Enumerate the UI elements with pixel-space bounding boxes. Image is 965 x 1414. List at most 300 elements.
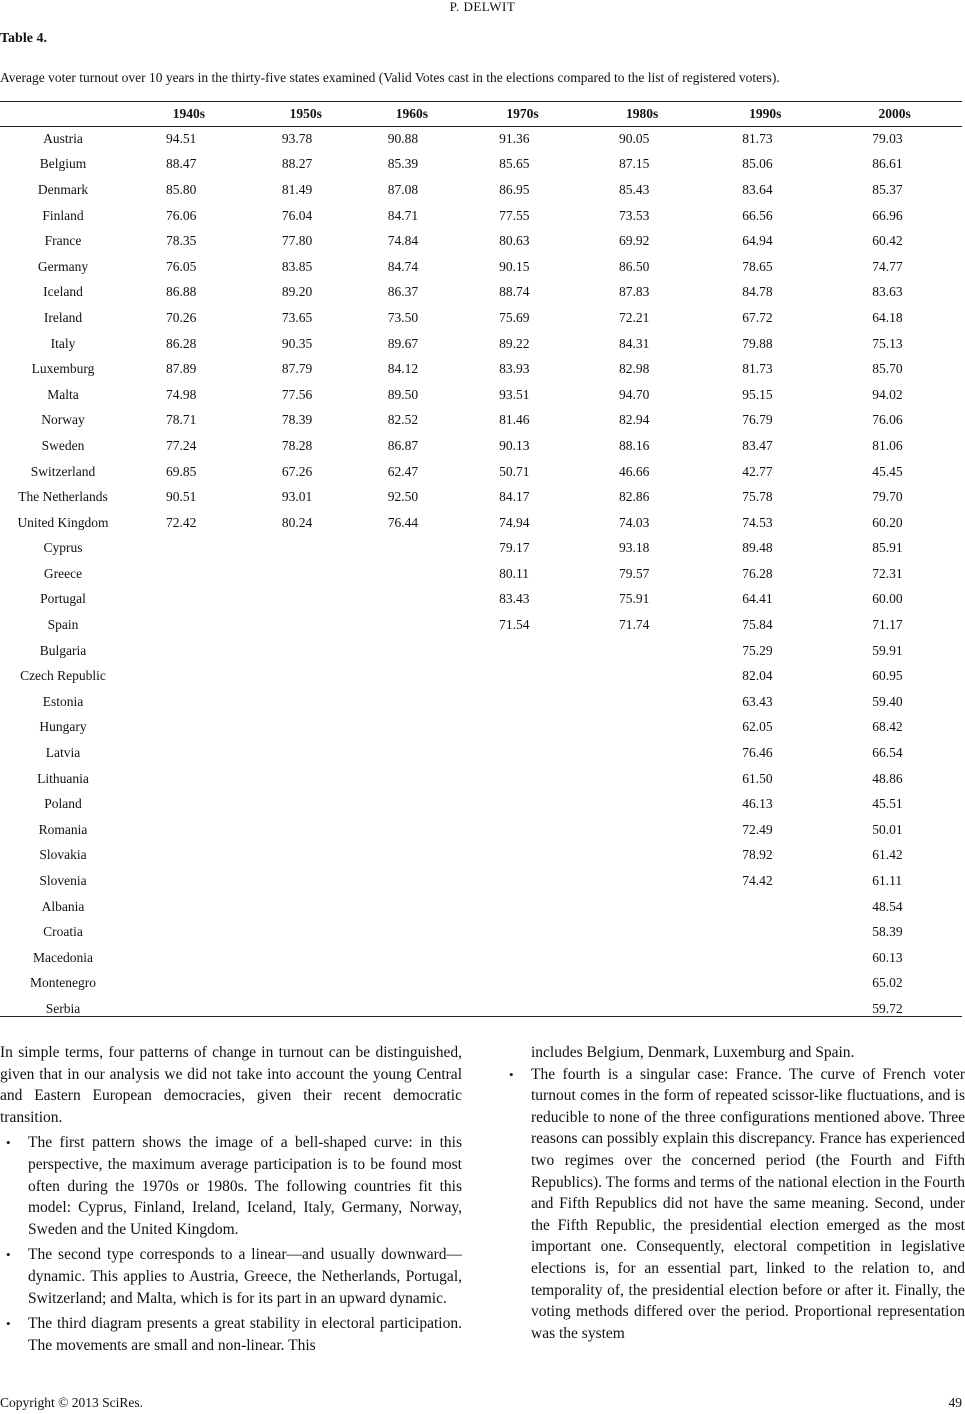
turnout-cell: 50.71 (499, 463, 530, 479)
turnout-cell: 79.70 (872, 489, 903, 505)
turnout-cell: 81.46 (499, 412, 530, 428)
turnout-cell: 83.64 (742, 181, 773, 197)
turnout-cell: 75.29 (742, 642, 773, 658)
turnout-cell: 88.16 (618, 437, 650, 453)
turnout-cell: 79.03 (872, 130, 903, 146)
table-row (0, 689, 962, 715)
country-cell: Luxemburg (31, 361, 95, 377)
column-header: 1990s (749, 106, 782, 121)
turnout-cell: 90.05 (618, 130, 650, 146)
country-cell: Germany (37, 258, 89, 274)
turnout-cell (581, 996, 703, 1022)
turnout-cell: 94.02 (872, 386, 903, 402)
turnout-cell: 76.44 (387, 514, 419, 530)
turnout-cell: 75.69 (499, 309, 530, 325)
turnout-cell: 84.71 (387, 207, 419, 223)
turnout-cell (464, 868, 581, 894)
turnout-cell (360, 561, 464, 587)
country-cell: Portugal (40, 591, 86, 607)
turnout-cell: 76.46 (742, 745, 773, 761)
turnout-cell: 48.86 (872, 770, 903, 786)
table-row (0, 510, 962, 536)
country-cell: France (44, 233, 82, 249)
turnout-cell (252, 663, 360, 689)
turnout-cell (126, 843, 252, 869)
country-cell: Greece (43, 565, 83, 581)
column-header: 1940s (172, 106, 206, 121)
turnout-cell: 81.49 (281, 181, 313, 197)
turnout-cell (126, 919, 252, 945)
table-row (0, 305, 962, 331)
turnout-cell: 60.42 (872, 233, 903, 249)
turnout-cell: 74.98 (166, 386, 197, 402)
turnout-cell (581, 919, 703, 945)
turnout-cell (252, 587, 360, 613)
turnout-cell (581, 945, 703, 971)
turnout-cell (464, 638, 581, 664)
turnout-cell: 74.42 (742, 873, 773, 889)
turnout-cell: 72.49 (742, 821, 773, 837)
turnout-cell: 90.35 (281, 335, 313, 351)
country-cell: Austria (43, 130, 83, 146)
turnout-cell (360, 638, 464, 664)
turnout-cell: 89.22 (499, 335, 530, 351)
country-cell: Estonia (42, 693, 84, 709)
turnout-cell: 82.94 (618, 412, 650, 428)
turnout-cell (360, 971, 464, 997)
turnout-cell (252, 996, 360, 1022)
turnout-cell: 86.28 (166, 335, 197, 351)
turnout-cell: 76.06 (872, 412, 903, 428)
turnout-cell: 64.94 (742, 233, 773, 249)
turnout-cell: 82.98 (618, 361, 650, 377)
turnout-cell: 83.93 (499, 361, 530, 377)
table-caption: Average voter turnout over 10 years in the thirty-five states examined (Valid Votes cast in the elections compared to the list of registered voters). (0, 70, 780, 85)
table-row (0, 484, 962, 510)
right-column (503, 1042, 965, 1344)
turnout-cell: 89.50 (387, 386, 419, 402)
turnout-cell (252, 561, 360, 587)
column-header: 1950s (289, 106, 322, 121)
turnout-cell (252, 971, 360, 997)
turnout-cell: 78.35 (166, 233, 197, 249)
bullet-icon: • (6, 1247, 11, 1263)
turnout-cell (360, 740, 464, 766)
turnout-cell: 84.78 (742, 284, 773, 300)
turnout-cell (581, 817, 703, 843)
turnout-cell (464, 715, 581, 741)
turnout-cell (126, 612, 252, 638)
turnout-cell (581, 971, 703, 997)
turnout-cell (360, 689, 464, 715)
bullet-icon: • (6, 1316, 11, 1332)
turnout-cell: 85.80 (166, 181, 197, 197)
table-row (0, 791, 962, 817)
country-cell: Switzerland (30, 463, 96, 479)
turnout-cell: 93.78 (281, 130, 313, 146)
turnout-cell: 75.13 (872, 335, 903, 351)
turnout-cell (252, 945, 360, 971)
turnout-cell (126, 971, 252, 997)
bullet-text: The fourth is a singular case: France. The curve of French voter turnout comes in the form of repeated scissor-like fluctuations, and is reducible to none of the three configurations mentioned above. Three reasons can possibly explain this discrepancy. France has experienced two regimes over the concerned period (the Fourth and Fifth Republics). The forms and terms of the national election in the Fourth and Fifth Republics did not have the same meaning. Second, under the Fifth Republic, the presidential election emerged as the most important one. Consequently, electoral competition in legislative elections is, for an essential part, linked to the relation to, and temporality of, the presidential election before or after it. Finally, the voting methods differed over the period. Proportional representation was the system (531, 1065, 965, 1342)
turnout-cell (703, 945, 827, 971)
turnout-cell (581, 868, 703, 894)
turnout-cell: 93.01 (281, 489, 313, 505)
turnout-cell: 71.74 (618, 617, 650, 633)
turnout-cell (252, 612, 360, 638)
table-row (0, 331, 962, 357)
table-row (0, 817, 962, 843)
turnout-cell: 76.06 (166, 207, 197, 223)
table-row (0, 459, 962, 485)
table-row (0, 663, 962, 689)
turnout-cell: 88.74 (499, 284, 530, 300)
turnout-cell: 69.85 (166, 463, 197, 479)
country-cell: Latvia (45, 745, 81, 761)
turnout-cell: 90.15 (499, 258, 530, 274)
turnout-cell: 86.87 (387, 437, 419, 453)
bullet-continuation: includes Belgium, Denmark, Luxemburg and Spain. (531, 1044, 855, 1061)
turnout-cell: 90.88 (387, 130, 419, 146)
turnout-cell: 89.48 (742, 540, 773, 556)
turnout-cell (126, 740, 252, 766)
turnout-cell: 85.06 (742, 156, 773, 172)
country-cell: Belgium (39, 156, 87, 172)
turnout-cell: 67.26 (281, 463, 313, 479)
turnout-cell: 66.56 (742, 207, 773, 223)
turnout-cell: 84.17 (499, 489, 530, 505)
turnout-cell: 77.24 (166, 437, 197, 453)
turnout-cell: 50.01 (872, 821, 903, 837)
country-cell: Montenegro (30, 975, 96, 991)
turnout-cell: 61.50 (742, 770, 773, 786)
bullet-item (503, 1064, 965, 1345)
turnout-cell (360, 894, 464, 920)
country-cell: Norway (41, 412, 85, 428)
turnout-cell (464, 817, 581, 843)
table-row (0, 254, 962, 280)
table-row (0, 971, 962, 997)
turnout-cell: 88.47 (166, 156, 197, 172)
turnout-cell: 82.86 (618, 489, 650, 505)
turnout-cell: 60.13 (872, 949, 903, 965)
turnout-cell: 84.12 (387, 361, 419, 377)
turnout-cell: 79.88 (742, 335, 773, 351)
turnout-cell (252, 536, 360, 562)
turnout-cell: 87.08 (387, 181, 419, 197)
turnout-cell: 60.20 (872, 514, 903, 530)
turnout-cell (252, 791, 360, 817)
turnout-cell: 76.28 (742, 565, 773, 581)
table-row (0, 996, 962, 1022)
turnout-cell: 80.24 (281, 514, 313, 530)
turnout-cell (126, 689, 252, 715)
country-cell: Spain (47, 617, 79, 633)
turnout-cell: 85.70 (872, 361, 903, 377)
turnout-cell (360, 536, 464, 562)
turnout-cell: 74.03 (618, 514, 650, 530)
turnout-cell (252, 689, 360, 715)
turnout-cell (252, 919, 360, 945)
turnout-cell: 78.71 (166, 412, 197, 428)
turnout-cell: 75.91 (618, 591, 650, 607)
column-header (0, 102, 126, 126)
turnout-cell (464, 945, 581, 971)
country-cell: Iceland (43, 284, 83, 300)
table-row (0, 894, 962, 920)
turnout-cell: 45.51 (872, 796, 903, 812)
turnout-cell (252, 868, 360, 894)
turnout-cell: 78.39 (281, 412, 313, 428)
turnout-cell: 78.28 (281, 437, 313, 453)
turnout-cell: 81.73 (742, 130, 773, 146)
turnout-cell: 71.54 (499, 617, 530, 633)
bullet-item (0, 1132, 462, 1240)
turnout-cell: 85.37 (872, 181, 903, 197)
table-row (0, 152, 962, 178)
turnout-cell: 72.42 (166, 514, 197, 530)
turnout-cell: 71.17 (872, 617, 903, 633)
country-cell: United Kingdom (17, 514, 109, 530)
turnout-cell (464, 843, 581, 869)
turnout-cell (703, 894, 827, 920)
country-cell: Macedonia (33, 949, 93, 965)
bullet-item (0, 1313, 462, 1356)
turnout-cell: 85.65 (499, 156, 530, 172)
country-cell: Sweden (41, 437, 85, 453)
turnout-cell: 93.18 (618, 540, 650, 556)
turnout-cell (360, 843, 464, 869)
turnout-cell: 48.54 (872, 898, 903, 914)
country-cell: Bulgaria (39, 642, 87, 658)
turnout-cell: 86.61 (872, 156, 903, 172)
table-body (0, 126, 962, 1022)
turnout-cell: 58.39 (872, 924, 903, 940)
turnout-cell: 46.13 (742, 796, 773, 812)
turnout-cell: 74.77 (872, 258, 903, 274)
turnout-cell (360, 791, 464, 817)
table-row (0, 203, 962, 229)
country-cell: Hungary (39, 719, 87, 735)
turnout-cell: 64.18 (872, 309, 903, 325)
turnout-cell (464, 663, 581, 689)
turnout-cell (360, 612, 464, 638)
turnout-cell: 77.80 (281, 233, 313, 249)
turnout-cell: 81.73 (742, 361, 773, 377)
turnout-cell (252, 740, 360, 766)
turnout-cell: 85.91 (872, 540, 903, 556)
turnout-cell: 73.65 (281, 309, 313, 325)
turnout-cell (126, 536, 252, 562)
turnout-cell (126, 638, 252, 664)
turnout-cell (581, 894, 703, 920)
turnout-cell: 76.79 (742, 412, 773, 428)
turnout-cell: 77.55 (499, 207, 530, 223)
turnout-cell (126, 894, 252, 920)
turnout-cell: 86.50 (618, 258, 650, 274)
table-row (0, 280, 962, 306)
turnout-cell: 63.43 (742, 693, 773, 709)
table-row (0, 536, 962, 562)
bullet-text: The first pattern shows the image of a bell-shaped curve: in this perspective, the maximum average participation is to be found most often during the 1970s or 1980s. The following countries fit this model: Cyprus, Finland, Ireland, Iceland, Italy, Germany, Norway, Sweden and the United Kingdom. (28, 1134, 462, 1238)
turnout-cell: 83.43 (499, 591, 530, 607)
turnout-cell: 74.53 (742, 514, 773, 530)
turnout-cell (581, 715, 703, 741)
running-head: P. DELWIT (449, 0, 516, 14)
turnout-cell: 61.42 (872, 847, 903, 863)
turnout-cell: 66.54 (872, 745, 903, 761)
turnout-cell: 80.11 (499, 565, 529, 581)
turnout-cell: 87.83 (618, 284, 650, 300)
table-row (0, 715, 962, 741)
turnout-cell: 76.05 (166, 258, 197, 274)
turnout-cell: 67.72 (742, 309, 773, 325)
turnout-cell: 94.51 (166, 130, 197, 146)
turnout-cell (126, 561, 252, 587)
copyright-footer: Copyright © 2013 SciRes. (0, 1395, 144, 1410)
turnout-cell (126, 715, 252, 741)
bullet-text: The second type corresponds to a linear—and usually downward—dynamic. This applies to Austria, Greece, the Netherlands, Portugal, Switzerland; and Malta, which is for its part in an upward dynamic. (28, 1246, 462, 1307)
table-row (0, 177, 962, 203)
turnout-cell: 84.74 (387, 258, 419, 274)
turnout-cell (126, 945, 252, 971)
turnout-cell: 62.47 (387, 463, 419, 479)
table-row (0, 408, 962, 434)
turnout-cell: 84.31 (618, 335, 650, 351)
turnout-cell: 86.95 (499, 181, 530, 197)
turnout-cell: 82.04 (742, 668, 773, 684)
turnout-cell: 74.94 (499, 514, 530, 530)
turnout-cell: 65.02 (872, 975, 903, 991)
turnout-cell: 78.92 (742, 847, 773, 863)
country-cell: Malta (47, 386, 79, 402)
turnout-cell: 95.15 (742, 386, 773, 402)
table-row (0, 740, 962, 766)
table-row (0, 228, 962, 254)
turnout-cell (360, 919, 464, 945)
table-row (0, 382, 962, 408)
bullet-item (0, 1244, 462, 1309)
turnout-cell (581, 843, 703, 869)
turnout-cell: 62.05 (742, 719, 773, 735)
table-row (0, 843, 962, 869)
table-row (0, 638, 962, 664)
column-header: 1980s (625, 106, 659, 121)
turnout-cell (360, 817, 464, 843)
country-cell: Lithuania (37, 770, 89, 786)
turnout-cell: 77.56 (281, 386, 313, 402)
turnout-cell: 90.51 (166, 489, 197, 505)
turnout-cell (703, 971, 827, 997)
turnout-cell: 86.88 (166, 284, 197, 300)
turnout-cell (703, 919, 827, 945)
turnout-cell: 87.79 (281, 361, 313, 377)
turnout-cell: 66.96 (872, 207, 903, 223)
turnout-cell (464, 766, 581, 792)
country-cell: Ireland (43, 309, 83, 325)
turnout-cell (464, 996, 581, 1022)
turnout-cell: 75.78 (742, 489, 773, 505)
bullet-icon: • (6, 1135, 11, 1151)
turnout-cell (126, 791, 252, 817)
turnout-table (0, 102, 962, 1022)
turnout-cell: 89.67 (387, 335, 419, 351)
country-cell: Poland (44, 796, 82, 812)
country-cell: Cyprus (43, 540, 83, 556)
turnout-cell: 91.36 (499, 130, 530, 146)
turnout-cell: 92.50 (387, 489, 419, 505)
turnout-cell (581, 791, 703, 817)
turnout-cell (581, 689, 703, 715)
table-row (0, 766, 962, 792)
turnout-cell (464, 791, 581, 817)
turnout-cell: 80.63 (499, 233, 530, 249)
turnout-cell: 72.31 (872, 565, 903, 581)
turnout-cell: 85.43 (618, 181, 650, 197)
turnout-cell (252, 894, 360, 920)
turnout-cell: 60.95 (872, 668, 903, 684)
turnout-cell: 70.26 (166, 309, 197, 325)
turnout-cell (464, 971, 581, 997)
turnout-cell (252, 766, 360, 792)
country-cell: Czech Republic (20, 668, 106, 684)
country-cell: Slovenia (39, 873, 87, 889)
turnout-cell: 90.13 (499, 437, 530, 453)
turnout-cell (360, 587, 464, 613)
turnout-cell: 87.89 (166, 361, 197, 377)
country-cell: Romania (38, 821, 88, 837)
turnout-cell (252, 715, 360, 741)
turnout-cell: 64.41 (742, 591, 773, 607)
table-row (0, 919, 962, 945)
table-row (0, 587, 962, 613)
country-cell: Denmark (37, 181, 89, 197)
turnout-cell (126, 817, 252, 843)
turnout-cell (126, 587, 252, 613)
turnout-cell (252, 843, 360, 869)
turnout-cell: 85.39 (387, 156, 419, 172)
country-cell: Serbia (45, 1000, 81, 1016)
turnout-cell (126, 663, 252, 689)
column-header: 2000s (878, 106, 911, 121)
turnout-cell: 81.06 (872, 437, 903, 453)
table-row (0, 561, 962, 587)
turnout-cell (581, 638, 703, 664)
turnout-cell: 87.15 (618, 156, 650, 172)
turnout-cell (464, 894, 581, 920)
turnout-cell: 72.21 (618, 309, 650, 325)
turnout-cell: 61.11 (872, 873, 903, 889)
turnout-cell: 68.42 (872, 719, 903, 735)
turnout-cell: 82.52 (387, 412, 419, 428)
table-row (0, 945, 962, 971)
turnout-cell (464, 740, 581, 766)
turnout-cell (360, 766, 464, 792)
turnout-cell: 59.40 (872, 693, 903, 709)
turnout-cell: 73.50 (387, 309, 419, 325)
table-row (0, 433, 962, 459)
turnout-cell (252, 638, 360, 664)
turnout-cell (126, 868, 252, 894)
turnout-cell: 78.65 (742, 258, 773, 274)
turnout-cell: 69.92 (618, 233, 650, 249)
turnout-cell (581, 663, 703, 689)
turnout-cell: 83.63 (872, 284, 903, 300)
turnout-cell (360, 945, 464, 971)
turnout-cell: 42.77 (742, 463, 773, 479)
column-header: 1960s (395, 106, 429, 121)
bullet-icon: • (509, 1066, 514, 1082)
